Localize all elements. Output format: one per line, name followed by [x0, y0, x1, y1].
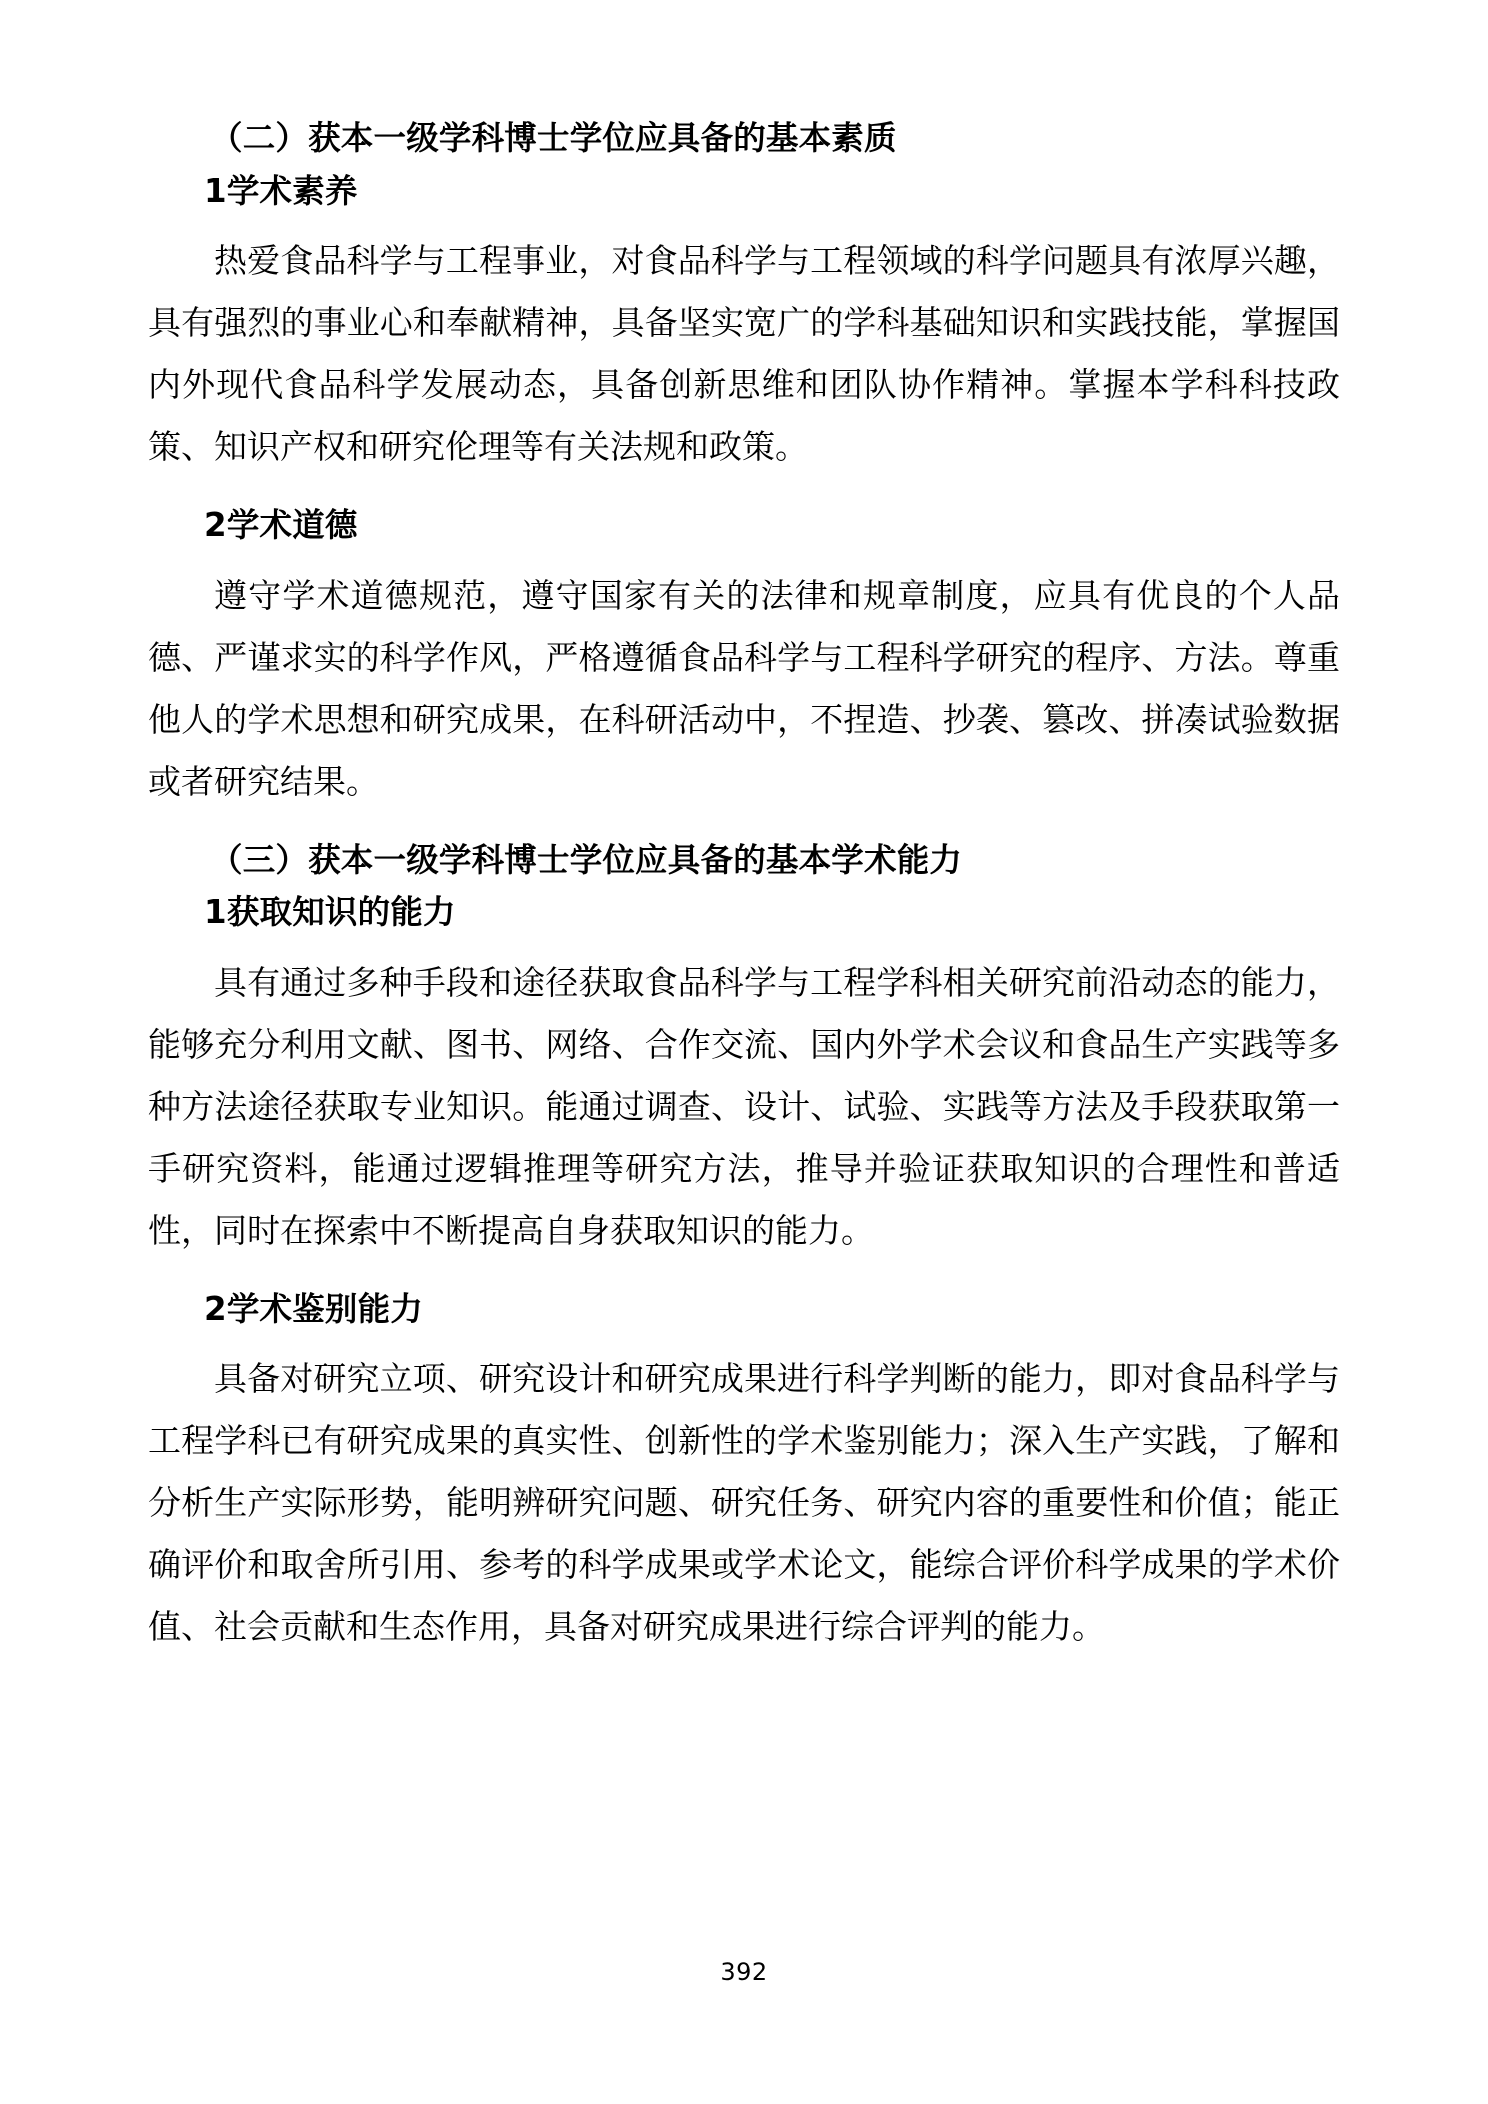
page-content	[148, 119, 1340, 1659]
subsection-heading-2-2: 2学术道德	[204, 506, 358, 544]
page-number: 392	[720, 1958, 768, 1986]
paragraph-academic-ethics: 遵守学术道德规范，遵守国家有关的法律和规章制度，应具有优良的个人品德、严谨求实的科学作风，严格遵循食品科学与工程科学研究的程序、方法。尊重他人的学术思想和研究成果，在科研活动中，不捏造、抄袭、篡改、拼凑试验数据或者研究结果。	[148, 578, 1340, 801]
subsection-heading-3-1: 1获取知识的能力	[204, 893, 456, 931]
subsection-heading-3-2: 2学术鉴别能力	[204, 1289, 424, 1328]
section-heading-3: （三）获本一级学科博士学位应具备的基本学术能力	[210, 840, 963, 879]
subsection-heading-2-1: 1学术素养	[204, 171, 358, 210]
paragraph-academic-discernment: 具备对研究立项、研究设计和研究成果进行科学判断的能力，即对食品科学与工程学科已有研究成果的真实性、创新性的学术鉴别能力；深入生产实践，了解和分析生产实际形势，能明辨研究问题、研究任务、研究内容的重要性和价值；能正确评价和取舍所引用、参考的科学成果或学术论文，能综合评价科学成果的学术价值、社会贡献和生态作用，具备对研究成果进行综合评判的能力。	[148, 1362, 1340, 1646]
section-heading-2: （二）获本一级学科博士学位应具备的基本素质	[210, 119, 897, 157]
paragraph-academic-literacy: 热爱食品科学与工程事业，对食品科学与工程领域的科学问题具有浓厚兴趣，具有强烈的事业心和奉献精神，具备坚实宽广的学科基础知识和实践技能，掌握国内外现代食品科学发展动态，具备创新思维和团队协作精神。掌握本学科科技政策、知识产权和研究伦理等有关法规和政策。	[148, 244, 1340, 466]
paragraph-knowledge-acquisition: 具有通过多种手段和途径获取食品科学与工程学科相关研究前沿动态的能力，能够充分利用文献、图书、网络、合作交流、国内外学术会议和食品生产实践等多种方法途径获取专业知识。能通过调查、设计、试验、实践等方法及手段获取第一手研究资料，能通过逻辑推理等研究方法，推导并验证获取知识的合理性和普适性，同时在探索中不断提高自身获取知识的能力。	[148, 965, 1340, 1250]
